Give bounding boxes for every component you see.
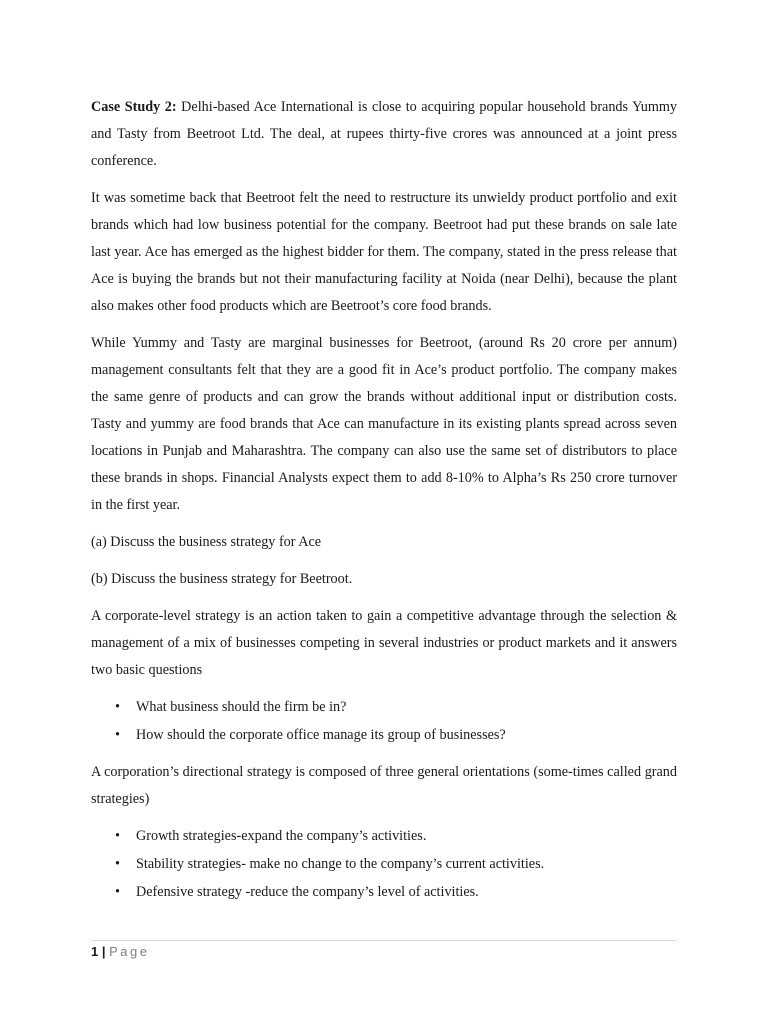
background-paragraph: It was sometime back that Beetroot felt the need to restructure its unwieldy product portfolio and exit brands which had low business potential for the company. Beetroot had put these brands on sale late last year. Ace has emerged as the highest bidder for them. The company, stated in the press release that Ace is buying the brands but not their manufacturing facility at Noida (near Delhi), because the plant also makes other food products which are Beetroot’s core food brands. xyxy=(91,190,677,314)
document-body xyxy=(91,94,677,916)
bullet-icon: • xyxy=(115,699,120,715)
bullet-icon: • xyxy=(115,727,120,743)
question-b: (b) Discuss the business strategy for Beetroot. xyxy=(91,571,353,587)
page-number: 1 xyxy=(91,944,99,959)
page-label: Page xyxy=(109,944,150,959)
list-item-text: Growth strategies-expand the company’s activities. xyxy=(136,828,427,844)
list-item-text: Stability strategies- make no change to the company’s current activities. xyxy=(136,856,545,872)
case-intro-paragraph xyxy=(91,94,677,175)
list-item xyxy=(91,851,677,878)
bullet-icon: • xyxy=(115,884,120,900)
page-separator: | xyxy=(101,944,106,959)
bullet-icon: • xyxy=(115,856,120,872)
bullet-icon: • xyxy=(115,828,120,844)
analysis-paragraph: While Yummy and Tasty are marginal businesses for Beetroot, (around Rs 20 crore per annum) management consultants felt that they are a good fit in Ace’s product portfolio. The company makes the same genre of products and can grow the brands without additional input or distribution costs. Tasty and yummy are food brands that Ace can manufacture in its existing plants spread across seven locations in Punjab and Maharashtra. The company can also use the same set of distributors to place these brands in shops. Financial Analysts expect them to add 8-10% to Alpha’s Rs 250 crore turnover in the first year. xyxy=(91,335,677,513)
case-intro-text: Delhi-based Ace International is close to acquiring popular household brands Yummy and Tasty from Beetroot Ltd. The deal, at rupees thirty-five crores was announced at a joint press conference. xyxy=(91,99,678,169)
basic-questions-list xyxy=(91,694,677,749)
list-item xyxy=(91,879,677,906)
case-label: Case Study 2: xyxy=(91,99,177,115)
list-item-text: What business should the firm be in? xyxy=(136,699,347,715)
list-item xyxy=(91,722,677,749)
list-item xyxy=(91,694,677,721)
list-item-text: How should the corporate office manage its group of businesses? xyxy=(136,727,506,743)
list-item-text: Defensive strategy -reduce the company’s level of activities. xyxy=(136,884,479,900)
question-a: (a) Discuss the business strategy for Ace xyxy=(91,534,322,550)
directional-strategy-paragraph: A corporation’s directional strategy is composed of three general orientations (some-times called grand strategies) xyxy=(91,764,677,807)
list-item xyxy=(91,823,677,850)
page-footer xyxy=(91,940,677,963)
grand-strategies-list xyxy=(91,823,677,906)
corporate-strategy-paragraph: A corporate-level strategy is an action taken to gain a competitive advantage through the selection & management of a mix of businesses competing in several industries or product markets and it answers two basic questions xyxy=(91,608,677,678)
